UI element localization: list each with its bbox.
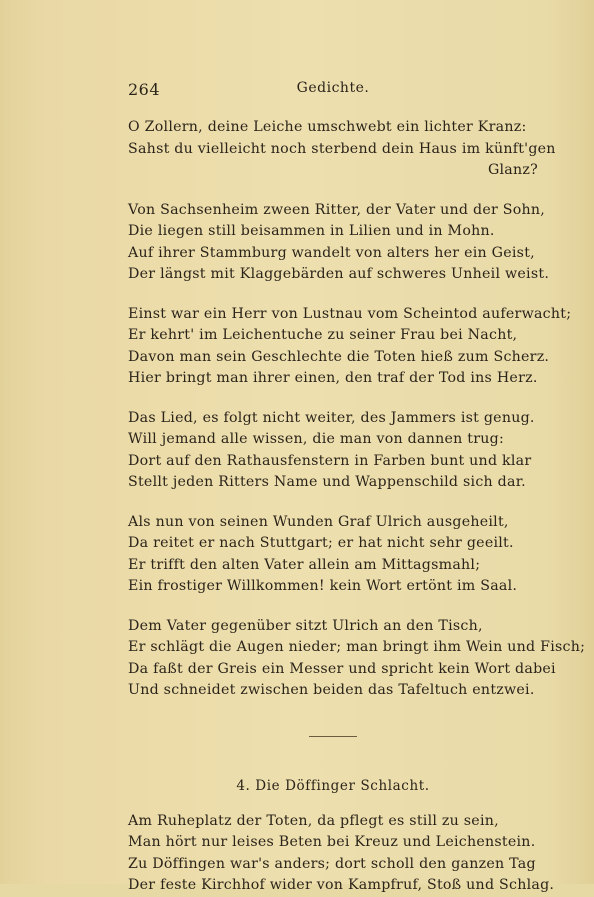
verse-line: Von Sachsenheim zween Ritter, der Vater und der Sohn,: [128, 201, 546, 218]
running-title: Gedichte.: [296, 80, 370, 96]
verse-line: Er schlägt die Augen nieder; man bringt ihm Wein und Fisch;: [128, 639, 586, 655]
verse-line: Am Ruheplatz der Toten, da pflegt es still zu sein,: [128, 812, 499, 829]
verse-line: Die liegen still beisammen in Lilien und in Mohn.: [128, 223, 495, 239]
verse-line: Dort auf den Rathausfenstern in Farben bunt und klar: [128, 452, 532, 469]
verse-line: Sahst du vielleicht noch sterbend dein Haus im künft'gen: [128, 140, 556, 157]
verse-line: Hier bringt man ihrer einen, den traf der Tod ins Herz.: [128, 370, 538, 386]
stanza: [128, 408, 538, 494]
verse-line: Er trifft den alten Vater allein am Mittagsmahl;: [128, 556, 481, 573]
page-number: 264: [128, 80, 161, 99]
verse-line: Ein frostiger Willkommen! kein Wort ertönt im Saal.: [128, 578, 518, 594]
stanza-gap: [128, 494, 538, 512]
verse-line: Stellt jeden Ritters Name und Wappenschild sich dar.: [128, 474, 526, 490]
verse-line: Man hört nur leises Beten bei Kreuz und Leichenstein.: [128, 834, 536, 850]
section-heading: 4. Die Döffinger Schlacht.: [236, 777, 430, 794]
stanza: [128, 512, 538, 598]
verse-line: Das Lied, es folgt nicht weiter, des Jammers ist genug.: [128, 409, 535, 426]
page-header: [128, 80, 538, 100]
verse-line: Zu Döffingen war's anders; dort scholl den ganzen Tag: [128, 855, 536, 872]
section-divider: [309, 736, 357, 737]
stanza: [128, 117, 556, 182]
stanza: [128, 304, 572, 390]
verse-line: Auf ihrer Stammburg wandelt von alters her ein Geist,: [128, 244, 535, 261]
stanza-gap: [128, 182, 538, 200]
verse-line: Einst war ein Herr von Lustnau vom Scheintod auferwacht;: [128, 305, 572, 322]
verse-line: Als nun von seinen Wunden Graf Ulrich ausgeheilt,: [128, 513, 509, 530]
verse-line: Davon man sein Geschlechte die Toten hieß zum Scherz.: [128, 348, 550, 365]
verse-line: Glanz?: [487, 162, 538, 178]
verse-line: Da faßt der Greis ein Messer und spricht kein Wort dabei: [128, 660, 556, 677]
poem-text: [128, 117, 586, 897]
stanza-gap: [128, 598, 538, 616]
verse-line: O Zollern, deine Leiche umschwebt ein lichter Kranz:: [128, 119, 527, 135]
poem-part-1: [128, 117, 586, 702]
stanza: [128, 616, 586, 702]
stanza-gap: [128, 390, 538, 408]
stanza: [128, 200, 550, 286]
verse-line: Dem Vater gegenüber sitzt Ulrich an den Tisch,: [128, 617, 483, 634]
verse-line: Der feste Kirchhof wider von Kampfruf, Stoß und Schlag.: [128, 877, 555, 893]
verse-line: Der längst mit Klaggebärden auf schweres Unheil weist.: [128, 266, 550, 282]
verse-line: Da reitet er nach Stuttgart; er hat nicht sehr geeilt.: [128, 535, 514, 551]
verse-line: Und schneidet zwischen beiden das Tafeltuch entzwei.: [128, 682, 535, 698]
verse-line: Er kehrt' im Leichentuche zu seiner Frau bei Nacht,: [128, 327, 518, 343]
stanza-gap: [128, 286, 538, 304]
verse-line: Will jemand alle wissen, die man von dannen trug:: [128, 431, 505, 447]
